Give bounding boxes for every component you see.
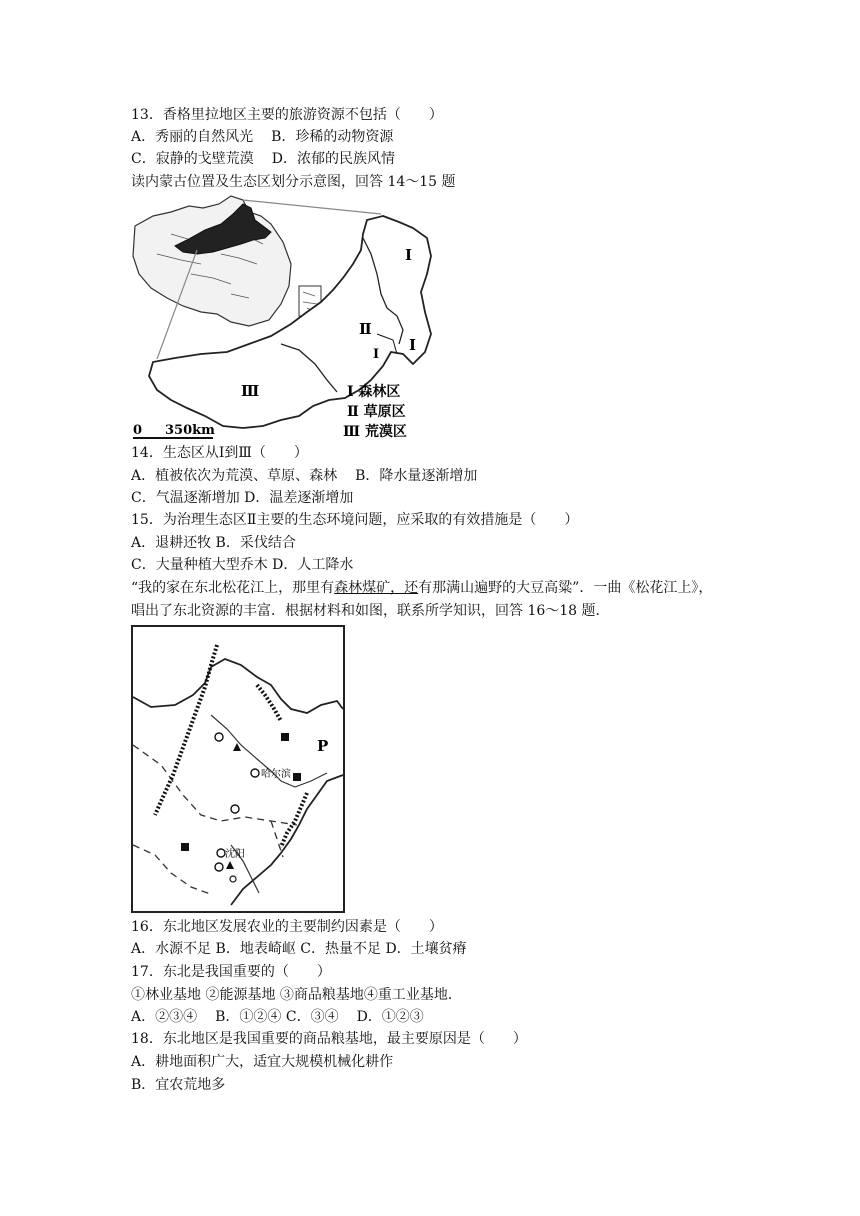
zone-label-I-east: Ⅰ — [409, 336, 417, 354]
q13-option-d: D．浓郁的民族风情 — [271, 151, 395, 167]
city-shenyang: 沈阳 — [225, 849, 245, 860]
inner-mongolia-map — [131, 194, 437, 442]
q17-options — [131, 1007, 424, 1027]
label-p: P — [317, 737, 329, 755]
city-harbin: 哈尔滨 — [261, 769, 291, 780]
q14-option-a: A．植被依次为荒漠、草原、森林 — [131, 468, 338, 484]
scale-label: 350km — [165, 423, 215, 438]
legend-desert: Ⅲ 荒漠区 — [343, 424, 407, 440]
zone-label-I-south: Ⅰ — [373, 347, 380, 362]
q18-option-a: A．耕地面积广大，适宜大规模机械化耕作 — [131, 1054, 394, 1070]
legend-grassland: Ⅱ 草原区 — [347, 404, 406, 420]
zone-label-I-north: Ⅰ — [405, 246, 413, 264]
intro-14-15: 读内蒙古位置及生态区划分示意图，回答 14～15 题 — [131, 174, 456, 190]
scale-zero: 0 — [133, 423, 143, 438]
q13-stem: 13．香格里拉地区主要的旅游资源不包括（ ） — [131, 107, 443, 123]
q15-options-row2: C．大量种植大型乔木 D．人工降水 — [131, 557, 354, 573]
q17-option-bc: B．①②④ C．③④ — [215, 1009, 339, 1025]
q17-option-a: A．②③④ — [131, 1009, 198, 1025]
q18-option-b: B．宜农荒地多 — [131, 1077, 226, 1093]
intro-text-end: 有那满山遍野的大豆高粱”．一曲《松花江上》， — [418, 580, 713, 596]
intro-text-start: “我的家在东北松花江上，那里有 — [131, 580, 335, 596]
intro-16-18-line2: 唱出了东北资源的丰富．根据材料和如图，联系所学知识，回答 16～18 题． — [131, 603, 610, 619]
legend-forest: Ⅰ 森林区 — [347, 384, 401, 400]
q16-stem: 16．东北地区发展农业的主要制约因素是（ ） — [131, 919, 443, 935]
zone-label-III: Ⅲ — [241, 382, 260, 400]
q13-option-c: C．寂静的戈壁荒漠 — [131, 151, 254, 167]
q14-options-row2: C．气温逐渐增加 D．温差逐渐增加 — [131, 490, 354, 506]
zone-label-II: Ⅱ — [359, 320, 372, 338]
q17-stem: 17．东北是我国重要的（ ） — [131, 964, 331, 980]
q13-option-b: B．珍稀的动物资源 — [271, 129, 394, 145]
q15-stem: 15．为治理生态区Ⅱ主要的生态环境问题，应采取的有效措施是（ ） — [131, 512, 579, 528]
q13-options-row1 — [131, 127, 393, 147]
q13-option-a: A．秀丽的自然风光 — [131, 129, 254, 145]
q17-option-d: D．①②③ — [356, 1009, 424, 1025]
intro-text-underlined: 森林煤矿，还 — [334, 580, 419, 596]
q15-options-row1: A．退耕还牧 B．采伐结合 — [131, 535, 296, 551]
northeast-china-map — [131, 625, 345, 913]
q17-items: ①林业基地 ②能源基地 ③商品粮基地④重工业基地． — [131, 987, 462, 1003]
intro-16-18-line1 — [131, 578, 712, 598]
q13-options-row2 — [131, 149, 395, 169]
q14-option-b: B．降水量逐渐增加 — [355, 468, 478, 484]
q14-stem: 14．生态区从Ⅰ到Ⅲ（ ） — [131, 445, 308, 461]
q18-stem: 18．东北地区是我国重要的商品粮基地，最主要原因是（ ） — [131, 1031, 527, 1047]
q14-options-row1 — [131, 466, 477, 486]
q16-options: A．水源不足 B．地表崎岖 C．热量不足 D．土壤贫瘠 — [131, 941, 467, 957]
